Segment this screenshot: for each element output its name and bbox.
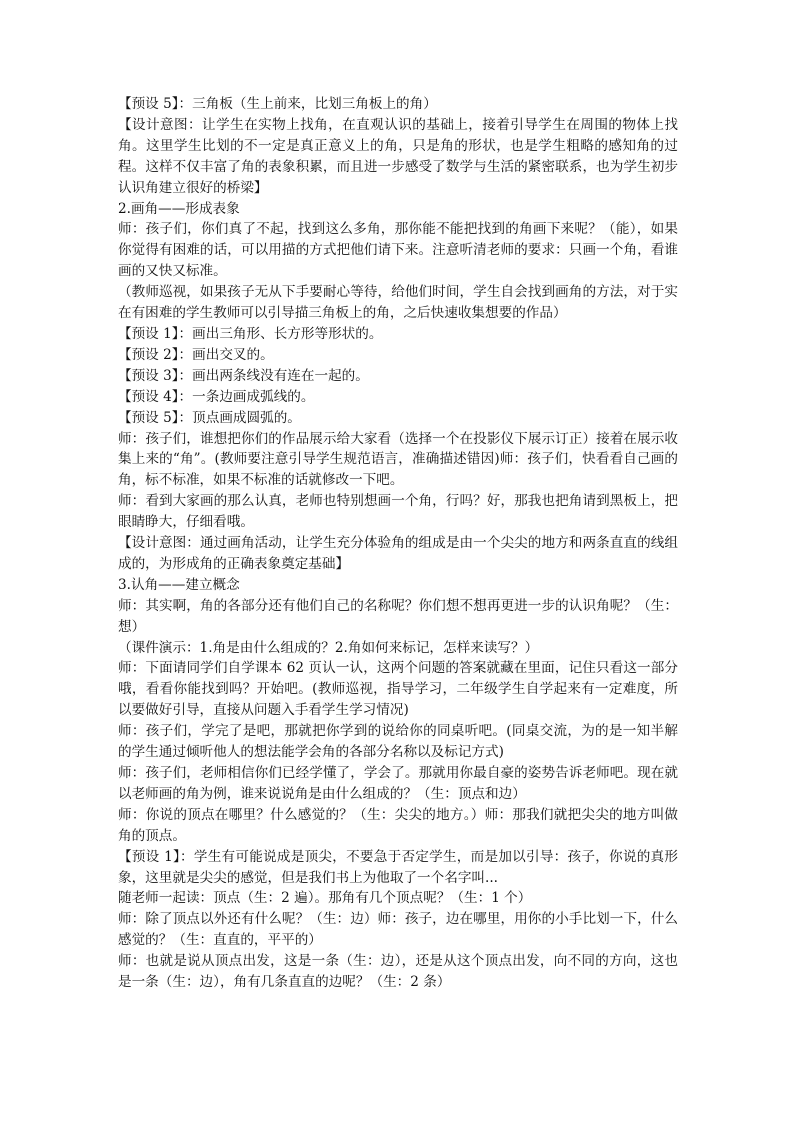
teacher-self-study: 师：下面请同学们自学课本 62 页认一认，这两个问题的答案就藏在里面，记住只看这一部分哦，看看你能找到吗？开始吧。(教师巡视，指导学习，二年级学生自学起来有一定难度，所以要做好引导，直接从问题入手看学生学习情况) <box>118 660 678 719</box>
draw-preset-2: 【预设 2】：画出交叉的。 <box>118 346 274 363</box>
draw-preset-1: 【预设 1】：画出三角形、长方形等形状的。 <box>118 325 383 342</box>
teacher-sides-question: 师：除了顶点以外还有什么呢？（生：边）师：孩子，边在哪里，用你的小手比划一下，什么感觉的？（生：直直的，平平的） <box>118 911 678 949</box>
document-page <box>118 94 678 993</box>
teacher-peer-share: 师：孩子们，学完了是吧，那就把你学到的说给你的同桌听吧。(同桌交流，为的是一知半解的学生通过倾听他人的想法能学会角的各部分名称以及标记方式) <box>118 723 678 761</box>
draw-preset-3: 【预设 3】：画出两条线没有连在一起的。 <box>118 367 369 384</box>
design-intent-draw-angle: 【设计意图：通过画角活动，让学生充分体验角的组成是由一个尖尖的地方和两条直直的线组成的，为形成角的正确表象奠定基础】 <box>118 535 678 572</box>
teacher-draw-request: 师：孩子们，你们真了不起，找到这么多角，那你能不能把找到的角画下来呢？（能），如果你觉得有困难的话，可以用描的方式把他们请下来。注意听清老师的要求：只画一个角，看谁画的又快又标准。 <box>118 221 678 280</box>
draw-preset-5: 【预设 5】：顶点画成圆弧的。 <box>118 409 301 426</box>
vertex-preset-1: 【预设 1】：学生有可能说成是顶尖，不要急于否定学生，而是加以引导：孩子，你说的真形象，这里就是尖尖的感觉，但是我们书上为他取了一个名字叫... <box>118 848 678 886</box>
read-vertex-together: 随老师一起读：顶点（生：2 遍）。那角有几个顶点呢？（生：1 个） <box>118 890 532 907</box>
section-heading-recognize-angle: 3.认角——建立概念 <box>118 576 240 593</box>
teacher-show-works: 师：孩子们，谁想把你们的作品展示给大家看（选择一个在投影仪下展示订正）接着在展示收集上来的“角”。(教师要注意引导学生规范语言，准确描述错因)师：孩子们，快看看自己画的角，标不标准，如果不标准的话就修改一下吧。 <box>118 430 678 489</box>
courseware-demo: （课件演示：1.角是由什么组成的？2.角如何来标记，怎样来读写？） <box>118 639 539 656</box>
teacher-vertex-location: 师：你说的顶点在哪里？什么感觉的？（生：尖尖的地方。）师：那我们就把尖尖的地方叫做角的顶点。 <box>118 806 678 844</box>
teacher-angle-parts-names: 师：其实啊，角的各部分还有他们自己的名称呢？你们想不想再更进一步的认识角呢？（生：想） <box>118 597 678 635</box>
preset-5-triangle-ruler: 【预设 5】：三角板（生上前来，比划三角板上的角） <box>118 96 437 112</box>
teacher-two-sides: 师：也就是说从顶点出发，这是一条（生：边），还是从这个顶点出发，向不同的方向，这也是一条（生：边），角有几条直直的边呢？（生：2 条） <box>118 953 678 991</box>
section-heading-draw-angle: 2.画角——形成表象 <box>118 200 240 217</box>
teacher-angle-composition: 师：孩子们，老师相信你们已经学懂了，学会了。那就用你最自豪的姿势告诉老师吧。现在就以老师画的角为例，谁来说说角是由什么组成的？（生：顶点和边） <box>118 765 678 802</box>
draw-preset-4: 【预设 4】：一条边画成弧线的。 <box>118 388 315 405</box>
teacher-patrol-note: （教师巡视，如果孩子无从下手要耐心等待，给他们时间，学生自会找到画角的方法，对于实在有困难的学生教师可以引导描三角板上的角，之后快速收集想要的作品） <box>118 284 678 322</box>
teacher-draws-angle: 师：看到大家画的那么认真，老师也特别想画一个角，行吗？好，那我也把角请到黑板上，把眼睛睁大，仔细看哦。 <box>118 493 678 531</box>
design-intent-find-angles: 【设计意图：让学生在实物上找角，在直观认识的基础上，接着引导学生在周围的物体上找角。这里学生比划的不一定是真正意义上的角，只是角的形状，也是学生粗略的感知角的过程。这样不仅丰富了角的表象积累，而且进一步感受了数学与生活的紧密联系，也为学生初步认识角建立很好的桥梁】 <box>118 116 678 196</box>
